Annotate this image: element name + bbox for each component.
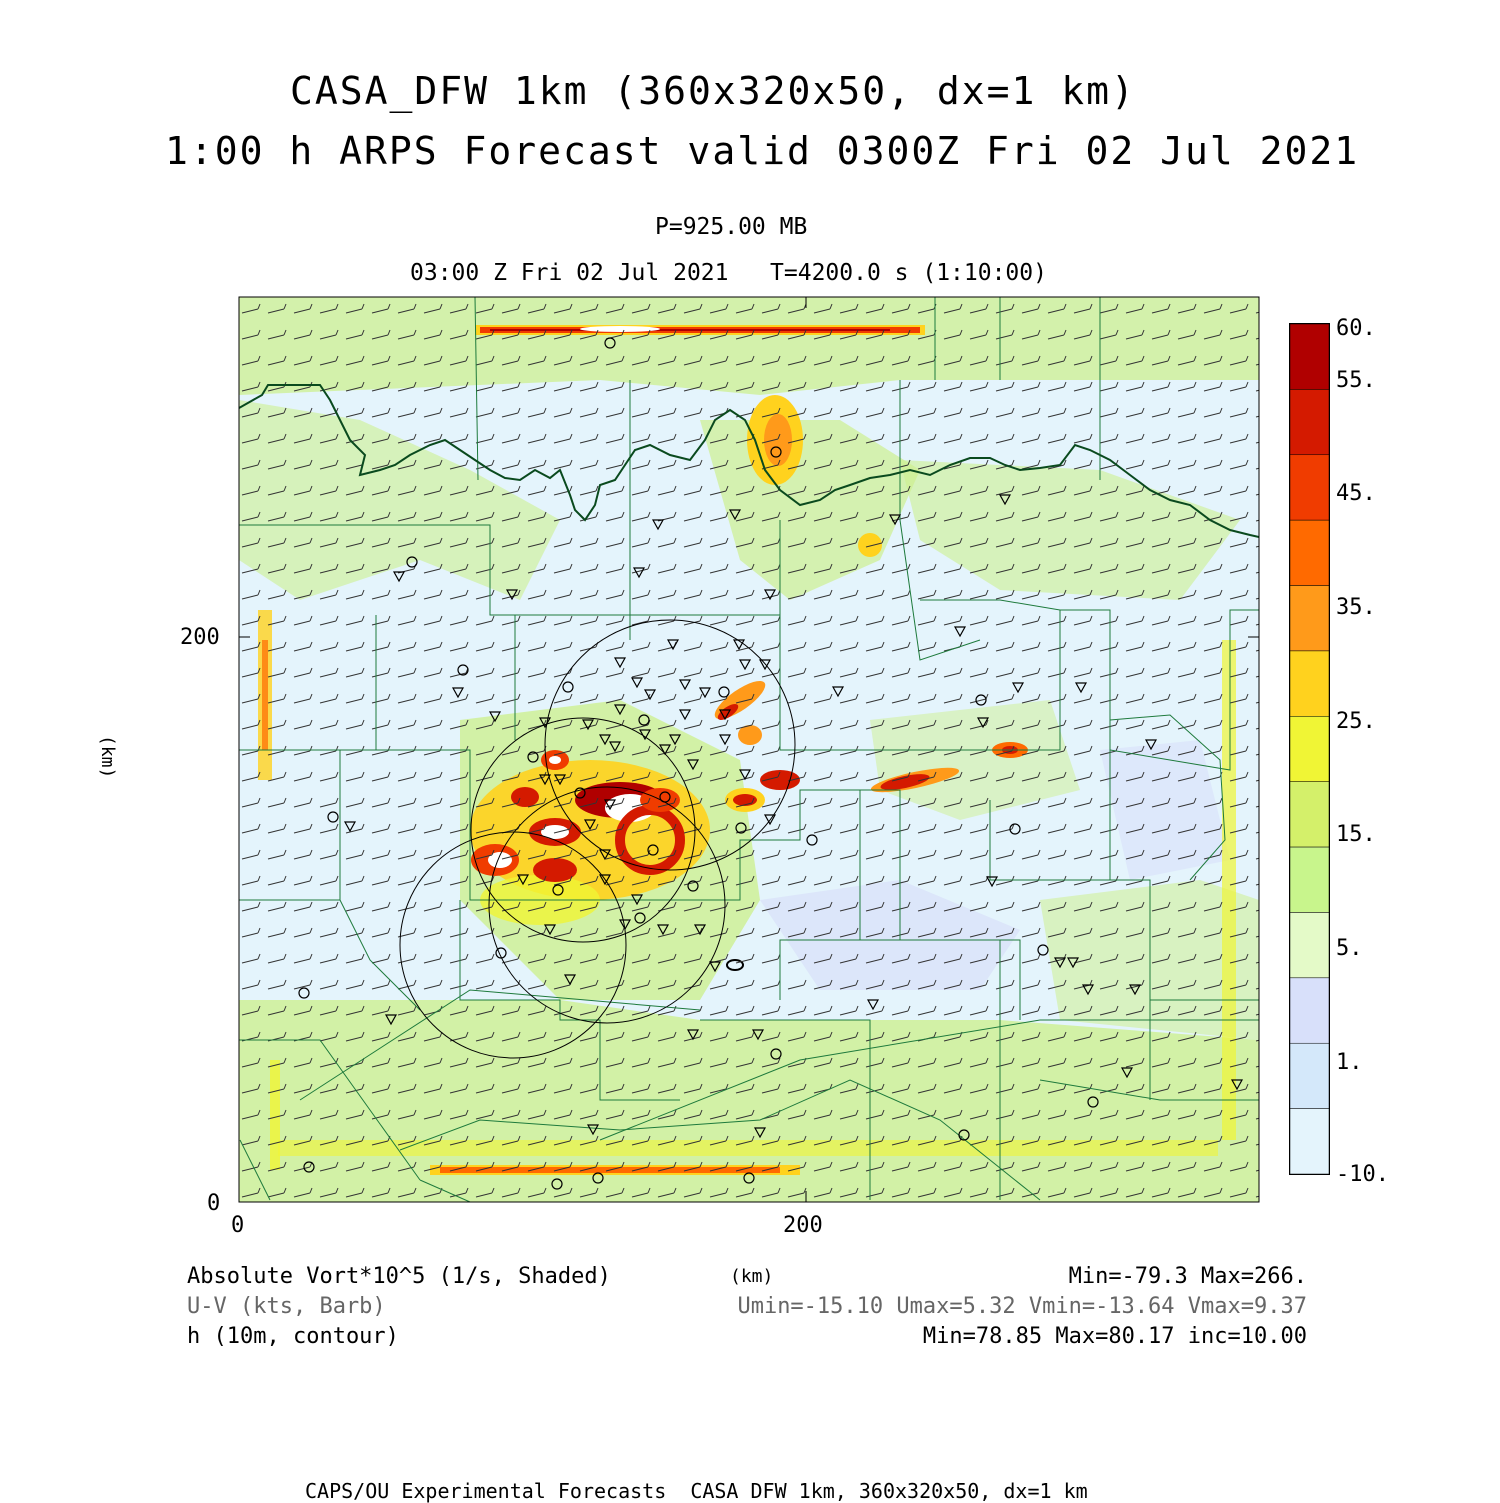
colorbar-block: [1290, 1109, 1329, 1174]
colorbar-block: [1290, 389, 1329, 454]
colorbar-label-45: 45.: [1336, 481, 1376, 506]
y-tick-200: 200: [180, 625, 220, 650]
colorbar-blocks: [1290, 324, 1329, 1174]
colorbar: [1288, 322, 1408, 1222]
legend-field3-stats: Min=78.85 Max=80.17 inc=10.00: [922, 1324, 1307, 1349]
legend-field2-stats: Umin=-15.10 Umax=5.32 Vmin=-13.64 Vmax=9.37: [737, 1294, 1307, 1319]
colorbar-block: [1290, 1043, 1329, 1108]
colorbar-label-minus10: -10.: [1336, 1162, 1389, 1187]
plot-title-line2: 1:00 h ARPS Forecast valid 0300Z Fri 02 Jul 2021: [165, 129, 1360, 173]
colorbar-label-1: 1.: [1336, 1050, 1363, 1075]
colorbar-block: [1290, 978, 1329, 1043]
pressure-level: P=925.00 MB: [655, 214, 808, 240]
footer-credit: CAPS/OU Experimental Forecasts CASA DFW 1km, 360x320x50, dx=1 km: [305, 1479, 1088, 1503]
colorbar-label-5: 5.: [1336, 936, 1363, 961]
legend-field3: h (10m, contour): [187, 1324, 399, 1349]
colorbar-label-15: 15.: [1336, 822, 1376, 847]
y-tick-0: 0: [207, 1191, 221, 1216]
colorbar-block: [1290, 716, 1329, 781]
y-axis-unit: (km): [97, 735, 118, 779]
colorbar-block: [1290, 782, 1329, 847]
colorbar-label-55: 55.: [1336, 368, 1376, 393]
colorbar-label-35: 35.: [1336, 595, 1376, 620]
colorbar-block: [1290, 455, 1329, 520]
colorbar-block: [1290, 912, 1329, 977]
colorbar-block: [1290, 847, 1329, 912]
x-tick-0: 0: [231, 1213, 245, 1238]
colorbar-block: [1290, 586, 1329, 651]
x-tick-200: 200: [783, 1213, 823, 1238]
legend-field2: U-V (kts, Barb): [187, 1294, 386, 1319]
x-axis-unit: (km): [730, 1266, 774, 1287]
valid-time: 03:00 Z Fri 02 Jul 2021 T=4200.0 s (1:10:00): [410, 260, 1047, 286]
colorbar-label-25: 25.: [1336, 709, 1376, 734]
colorbar-block: [1290, 324, 1329, 389]
legend-field1-stats: Min=-79.3 Max=266.: [1068, 1264, 1307, 1289]
plot-title-line1: CASA_DFW 1km (360x320x50, dx=1 km): [290, 69, 1136, 113]
colorbar-block: [1290, 520, 1329, 585]
legend-field1: Absolute Vort*10^5 (1/s, Shaded): [187, 1264, 611, 1289]
colorbar-label-60: 60.: [1336, 316, 1376, 341]
colorbar-block: [1290, 651, 1329, 716]
